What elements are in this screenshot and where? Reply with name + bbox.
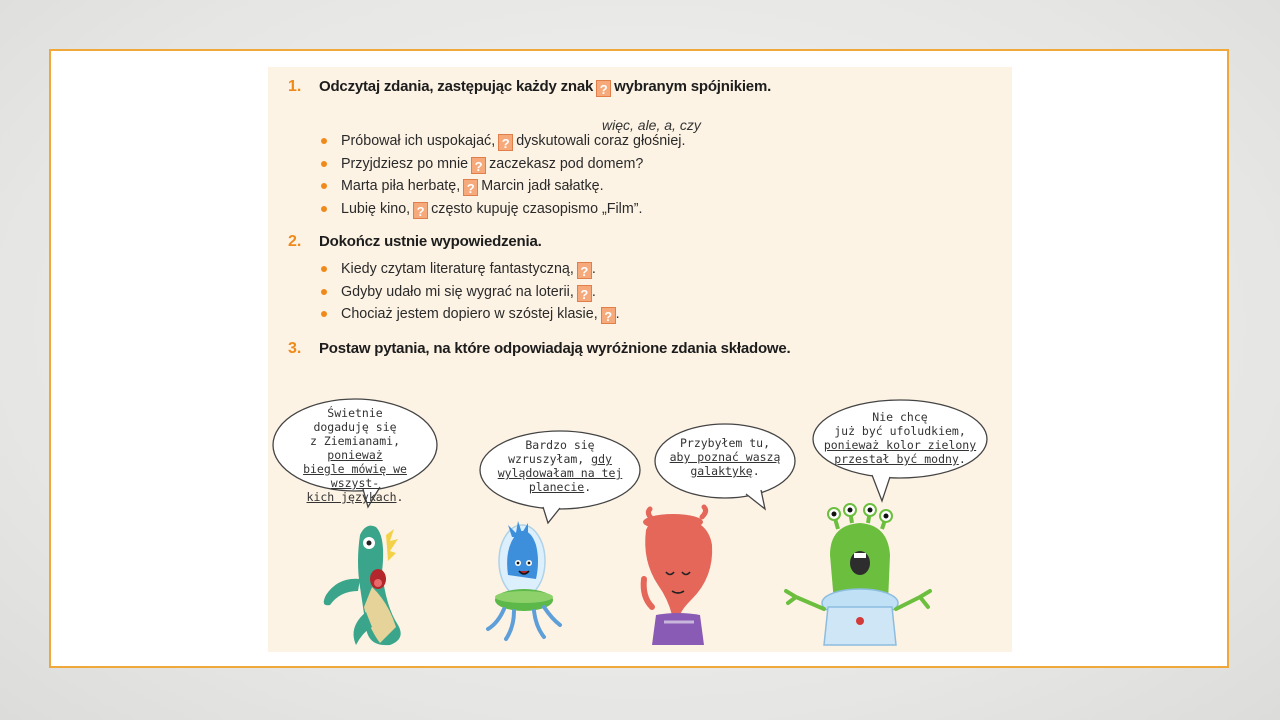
bubble-text-part: . [396,490,404,504]
bubble-text-3 [655,436,795,478]
question-box-icon: ? [601,307,616,324]
bubble-line: Nie chcę [872,410,928,424]
item-text: Marcin jadł sałatkę. [481,178,604,195]
bubble-text-4 [816,410,984,466]
underlined-clause: planecie [528,480,585,494]
bubble-line [816,452,984,466]
bubble-line [485,452,635,466]
bubble-text-2 [485,438,635,494]
underlined-clause: galaktykę [690,464,753,478]
bubble-line [280,490,430,504]
item-text: Kiedy czytam literaturę fantastyczną, [341,261,574,277]
dragon-alien-icon [324,526,401,646]
question-box-icon: ? [498,134,513,151]
underlined-clause: ponieważ [327,448,383,462]
bubble-line: Świetnie [327,406,383,420]
item-text: Próbował ich uspokajać, [341,133,496,149]
bubble-line [485,480,635,494]
bubble-line [280,434,430,462]
underlined-clause: aby poznać waszą [669,450,781,464]
question-box-icon: ? [577,285,592,302]
underlined-clause: ponieważ kolor zielony [823,438,977,452]
bubble-text-part: wzruszyłam, [508,452,592,466]
bubble-text-1 [280,406,430,504]
item-text: Przyjdziesz po mnie [341,155,469,172]
underlined-clause: gdy [591,452,612,466]
question-box-icon: ? [413,202,428,219]
question-box-icon: ? [471,157,486,174]
item-text: zaczekasz pod domem? [489,155,644,172]
item-text: często kupuję czasopismo „Film”. [431,201,643,218]
bubble-text-part: . [752,464,760,478]
bubble-line [655,464,795,478]
underlined-clause: przestał być modny [834,452,959,466]
item-text: Marta piła herbatę, [341,178,461,195]
blue-dome-alien-icon [488,521,560,639]
task-title: Postaw pytania, na które odpowiadają wyróżnione zdania składowe. [319,340,791,357]
conjunction-hint: więc, ale, a, czy [602,117,701,133]
item-text: Gdyby udało mi się wygrać na loterii, [341,283,574,300]
bubble-line: dogaduję się [313,420,397,434]
pink-alien-icon [643,507,712,645]
bubble-text-part: z Ziemianami, [309,434,400,448]
item-text: Chociaż jestem dopiero w szóstej klasie, [341,306,598,323]
item-text: . [615,306,620,323]
bubble-line: Przybyłem tu, [679,436,770,450]
title-part: Odczytaj zdania, zastępując każdy znak [319,78,594,95]
bubble-line: już być ufoludkiem, [834,424,966,438]
bubble-line: Bardzo się [525,438,595,452]
question-box-icon: ? [463,179,478,196]
item-text: . [591,283,596,300]
item-text: . [591,261,596,277]
task-number: 2. [288,233,302,250]
task-number: 3. [288,340,302,357]
question-box-icon: ? [577,262,592,279]
item-text: Lubię kino, [341,201,411,218]
question-box-icon: ? [596,80,611,97]
task-number: 1. [288,78,302,95]
bubble-text-part: . [958,452,966,466]
textbook-page [268,67,1012,652]
item-text: dyskutowali coraz głośniej. [516,133,686,149]
task-title: Dokończ ustnie wypowiedzenia. [319,233,542,250]
underlined-clause: kich językach [306,490,397,504]
bubble-text-part: . [584,480,592,494]
aliens-illustration [268,67,1012,652]
title-part: wybranym spójnikiem. [614,78,772,95]
underlined-clause: wylądowałam na tej [497,466,623,480]
green-eyestalk-alien-icon [786,504,930,645]
underlined-clause: biegle mówię we wszyst- [303,462,407,490]
